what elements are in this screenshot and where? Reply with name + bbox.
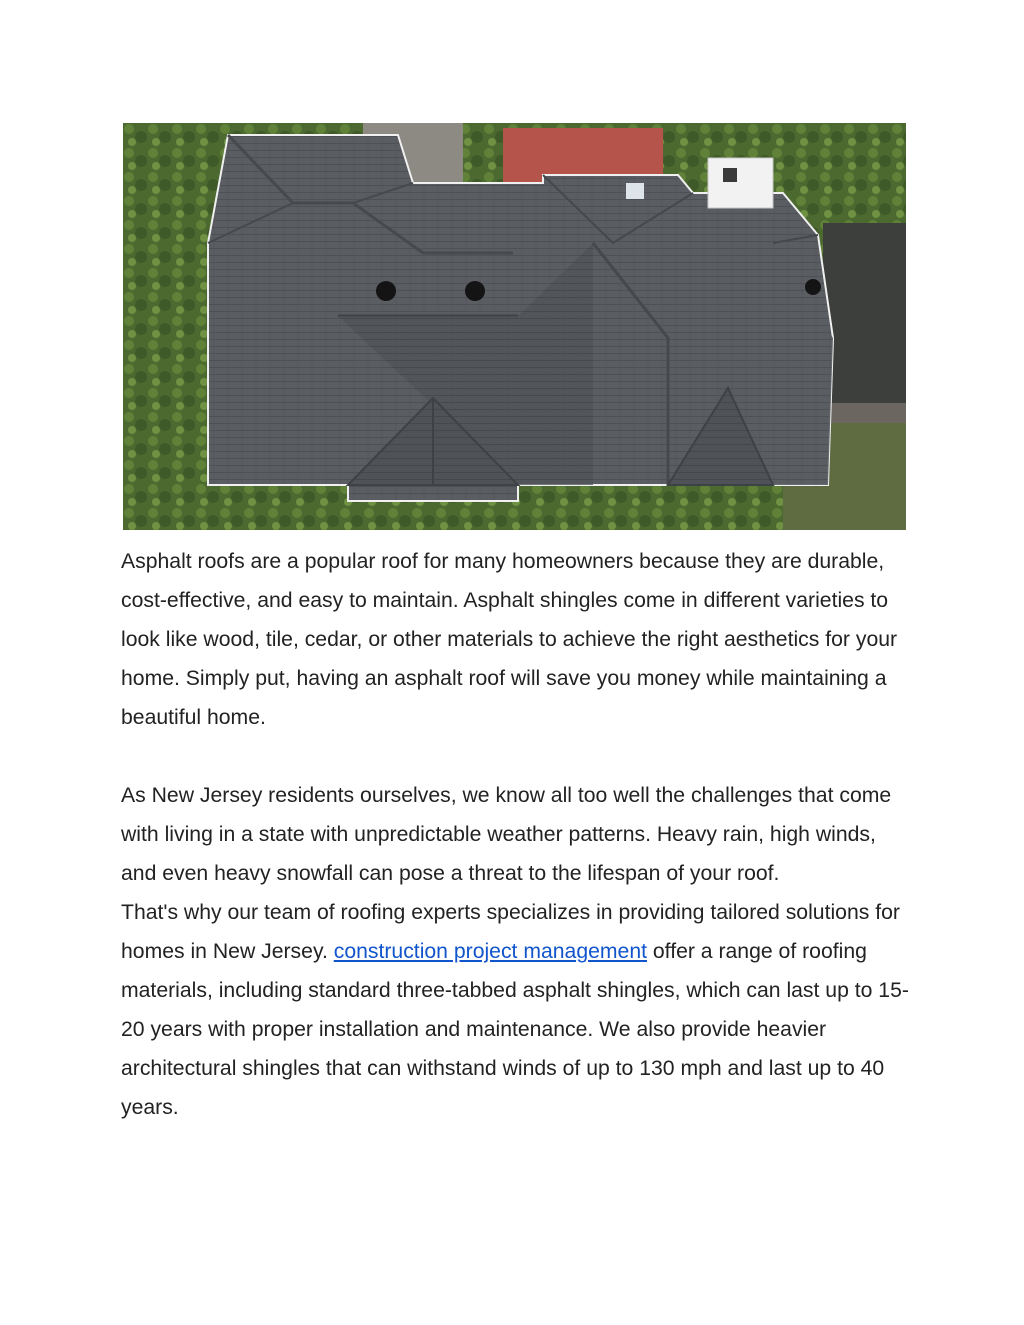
- paragraph-asphalt-roofs: Asphalt roofs are a popular roof for many homeowners because they are durable, cost-effective, and easy to maintain. Asphalt shingles come in different varieties to look like wood, tile, cedar, or other materials to achieve the right aesthetics for your home. Simply put, having an asphalt roof will save you money while maintaining a beautiful home.: [121, 550, 898, 729]
- construction-project-management-link[interactable]: construction project management: [333, 940, 648, 963]
- roof-illustration: [123, 123, 906, 530]
- paragraph-roofing-solutions: [121, 893, 911, 1127]
- paragraph-text-before-link: That's why our team of roofing experts specializes in providing tailored solutions for homes in New Jersey.: [121, 901, 900, 963]
- article-body: [121, 542, 911, 1127]
- paragraph-new-jersey-weather: As New Jersey residents ourselves, we know all too well the challenges that come with living in a state with unpredictable weather patterns. Heavy rain, high winds, and even heavy snowfall can pose a threat to the lifespan of your roof.: [121, 784, 892, 885]
- paragraph-spacer: [121, 737, 911, 776]
- roof-aerial-photo: [123, 123, 906, 530]
- paragraph-text-after-link: offer a range of roofing materials, including standard three-tabbed asphalt shingles, which can last up to 15-20 years with proper installation and maintenance. We also provide heavier architectural shingles that can withstand winds of up to 130 mph and last up to 40 years.: [121, 940, 909, 1119]
